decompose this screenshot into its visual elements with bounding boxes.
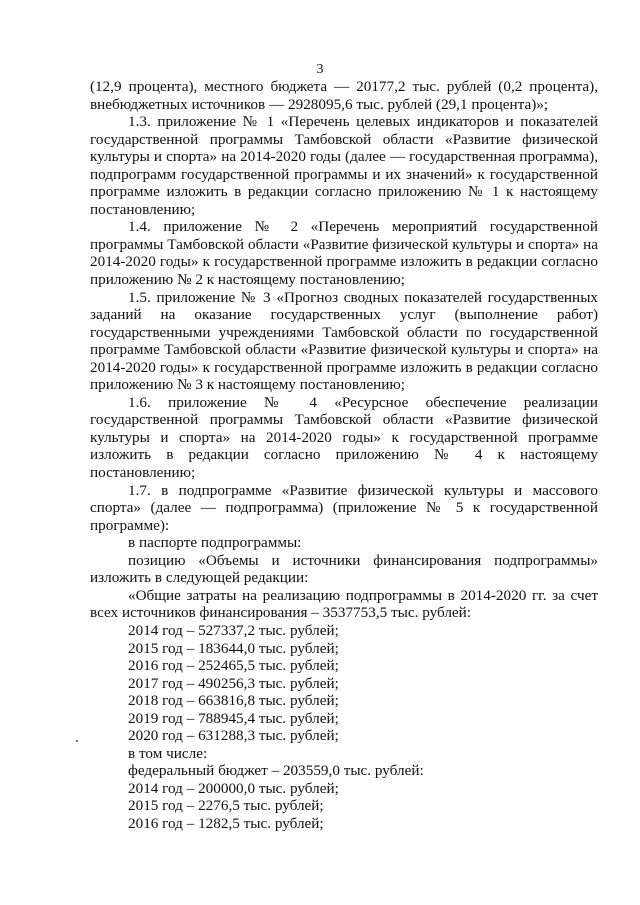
paragraph-item-1-6: 1.6. приложение № 4 «Ресурсное обеспечение реализации государственной программы Тамбовской области «Развитие физической культуры и спорта» на 2014-2020 годы» к государственной программе изложить в редакции согласно приложению № 4 к настоящему постановлению;	[90, 393, 598, 482]
page-number: 3	[316, 62, 324, 77]
funding-line-2015: 2015 год – 183644,0 тыс. рублей;	[128, 639, 339, 657]
paragraph-item-1-3: 1.3. приложение № 1 «Перечень целевых индикаторов и показателей государственной программы Тамбовской области «Развитие физической культуры и спорта» на 2014-2020 годы (далее — государственная программа), подпрограмм государственной программы и их значений» к государственной программе изложить в редакции согласно приложению № 1 к настоящему постановлению;	[90, 113, 598, 218]
paragraph-item-1-4: 1.4. приложение № 2 «Перечень мероприятий государственной программы Тамбовской области «Развитие физической культуры и спорта» на 2014-2020 годы» к государственной программе изложить в редакции согласно приложению № 2 к настоящему постановлению;	[90, 218, 598, 289]
federal-budget-total: федеральный бюджет – 203559,0 тыс. рублей:	[128, 762, 424, 780]
document-body	[90, 78, 598, 833]
federal-line-2016: 2016 год – 1282,5 тыс. рублей;	[128, 814, 324, 832]
paragraph-total-funding: «Общие затраты на реализацию подпрограммы в 2014-2020 гг. за счет всех источников финансирования – 3537753,5 тыс. рублей:	[90, 586, 598, 622]
scan-speck	[76, 740, 78, 742]
funding-line-2016: 2016 год – 252465,5 тыс. рублей;	[128, 657, 339, 675]
funding-line-2017: 2017 год – 490256,3 тыс. рублей;	[128, 674, 339, 692]
federal-line-2015: 2015 год – 2276,5 тыс. рублей;	[128, 797, 324, 815]
funding-including-label: в том числе:	[128, 744, 208, 762]
funding-line-2020: 2020 год – 631288,3 тыс. рублей;	[128, 727, 339, 745]
paragraph-position: позицию «Объемы и источники финансирования подпрограммы» изложить в следующей редакции:	[90, 551, 598, 587]
paragraph-item-1-5: 1.5. приложение № 3 «Прогноз сводных показателей государственных заданий на оказание государственных услуг (выполнение работ) государственными учреждениями Тамбовской области по государственной программе Тамбовской области «Развитие физической культуры и спорта» на 2014-2020 годы» к государственной программе изложить в редакции согласно приложению № 3 к настоящему постановлению;	[90, 288, 598, 394]
funding-line-2018: 2018 год – 663816,8 тыс. рублей;	[128, 692, 339, 710]
funding-line-2014: 2014 год – 527337,2 тыс. рублей;	[128, 621, 339, 639]
paragraph-passport: в паспорте подпрограммы:	[128, 534, 302, 552]
paragraph-item-1-7: 1.7. в подпрограмме «Развитие физической культуры и массового спорта» (далее — подпрограмма) (приложение № 5 к государственной программе):	[90, 481, 598, 534]
federal-line-2014: 2014 год – 200000,0 тыс. рублей;	[128, 779, 339, 797]
paragraph-continuation: (12,9 процента), местного бюджета — 20177,2 тыс. рублей (0,2 процента), внебюджетных источников — 2928095,6 тыс. рублей (29,1 процента)»;	[90, 78, 598, 113]
funding-line-2019: 2019 год – 788945,4 тыс. рублей;	[128, 709, 339, 727]
